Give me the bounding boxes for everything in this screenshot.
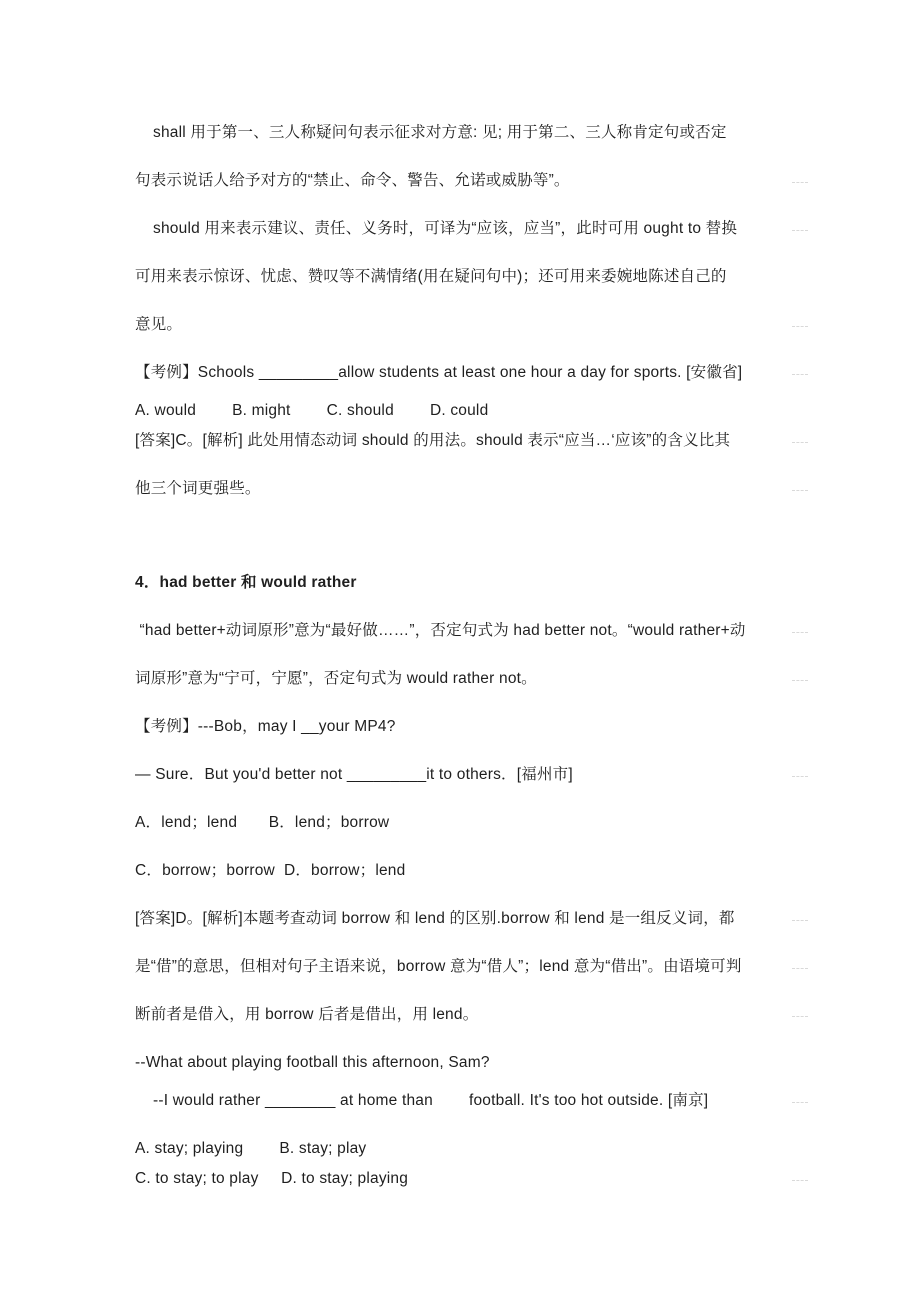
paragraph-line: 意见。 bbox=[135, 314, 790, 336]
paragraph-line: should 用来表示建议、责任、义务时，可译为“应该，应当”，此时可用 ought to 替换 bbox=[135, 218, 790, 240]
answer-explanation-line: [答案]C。[解析] 此处用情态动词 should 的用法。should 表示“应当…‘应该”的含义比其 bbox=[135, 430, 790, 452]
paragraph-line: 可用来表示惊讶、忧虑、赞叹等不满情绪(用在疑问句中)；还可用来委婉地陈述自己的 bbox=[135, 268, 727, 285]
answer-explanation-line: [答案]D。[解析]本题考查动词 borrow 和 lend 的区别.borrow 和 lend 是一组反义词，都 bbox=[135, 908, 790, 930]
answer-explanation-line: 他三个词更强些。 bbox=[135, 478, 790, 500]
paragraph-line: --What about playing football this afternoon, Sam? bbox=[135, 1054, 490, 1071]
exam-example-line: 【考例】---Bob，may I __your MP4? bbox=[135, 718, 396, 735]
answer-options-line: A．lend；lend B．lend；borrow bbox=[135, 814, 390, 831]
exam-example-line: 【考例】Schools _________allow students at least one hour a day for sports. [安徽省] bbox=[135, 362, 790, 384]
paragraph-line: — Sure．But you'd better not _________it to others．[福州市] bbox=[135, 764, 790, 786]
answer-options-line: A. stay; playing B. stay; play bbox=[135, 1140, 367, 1157]
section-heading: 4．had better 和 would rather bbox=[135, 574, 357, 591]
answer-options-line: C．borrow；borrow D．borrow；lend bbox=[135, 862, 406, 879]
answer-options-line: C. to stay; to play D. to stay; playing bbox=[135, 1168, 790, 1190]
answer-explanation-line: 是“借”的意思，但相对句子主语来说，borrow 意为“借人”；lend 意为“借出”。由语境可判 bbox=[135, 956, 790, 978]
paragraph-line: shall 用于第一、三人称疑问句表示征求对方意: 见; 用于第二、三人称肯定句或否定 bbox=[135, 124, 727, 141]
paragraph-line: 句表示说话人给予对方的“禁止、命令、警告、允诺或威胁等”。 bbox=[135, 170, 790, 192]
answer-options-line: A. would B. might C. should D. could bbox=[135, 402, 489, 419]
paragraph-line: “had better+动词原形”意为“最好做……”，否定句式为 had better not。“would rather+动 bbox=[135, 620, 790, 642]
answer-explanation-line: 断前者是借入，用 borrow 后者是借出，用 lend。 bbox=[135, 1004, 790, 1026]
paragraph-line: --I would rather ________ at home than football. It's too hot outside. [南京] bbox=[135, 1090, 790, 1112]
paragraph-line: 词原形”意为“宁可，宁愿”，否定句式为 would rather not。 bbox=[135, 668, 790, 690]
